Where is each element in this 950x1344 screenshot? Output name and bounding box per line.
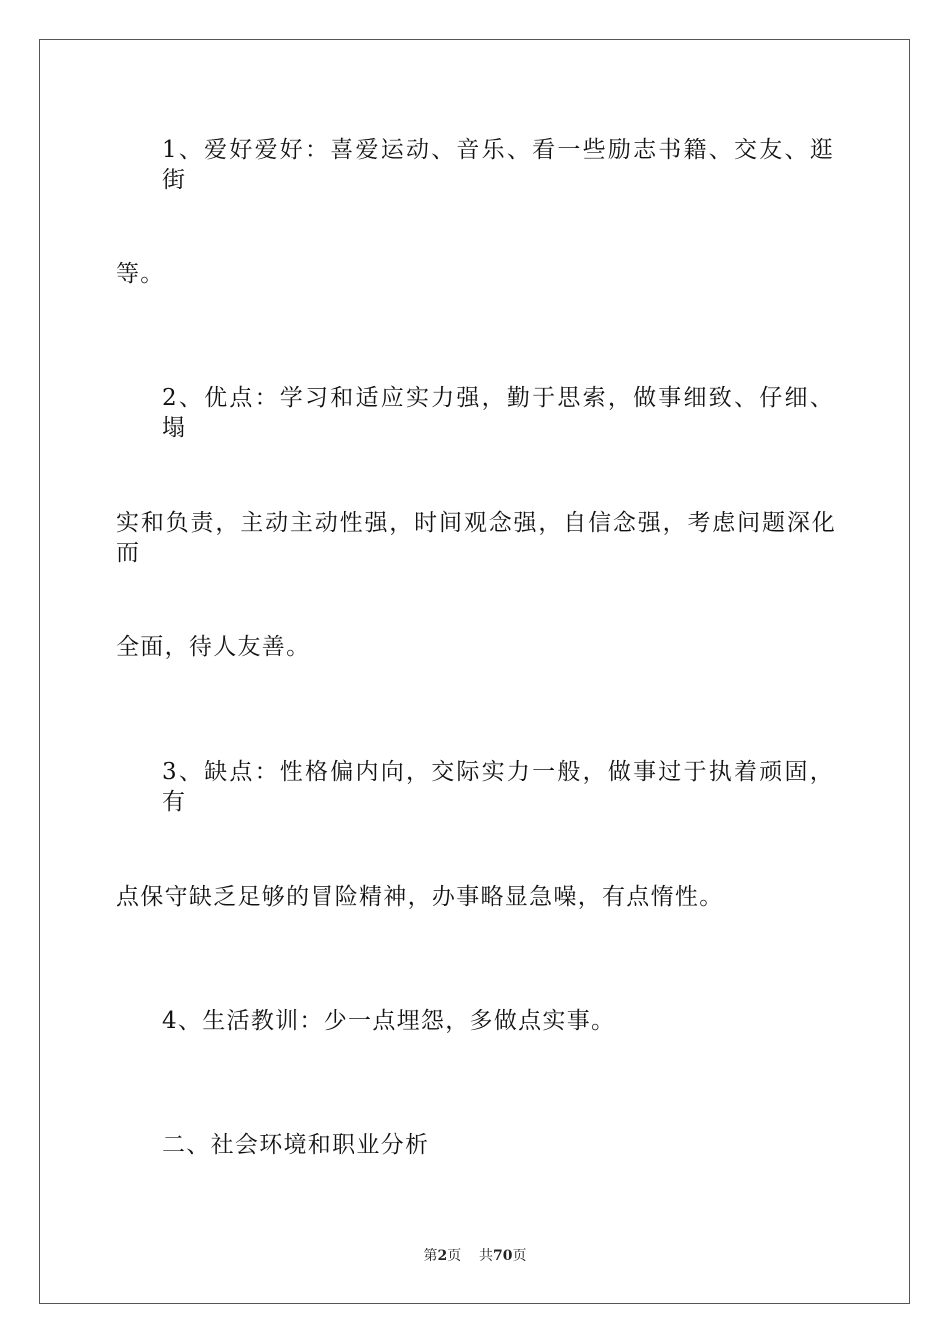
paragraph-line: 实和负责，主动主动性强，时间观念强，自信念强，考虑问题深化而 [116, 510, 836, 566]
page-footer [0, 1247, 950, 1265]
heading-line: 二、社会环境和职业分析 [162, 1132, 430, 1158]
footer-total-unit: 页 [512, 1248, 527, 1264]
footer-total-pages: 70 [493, 1248, 513, 1264]
paragraph-line: 全面，待人友善。 [116, 634, 311, 660]
paragraph-line: 3、缺点：性格偏内向，交际实力一般，做事过于执着顽固，有 [162, 759, 834, 815]
footer-page-number: 2 [437, 1248, 448, 1264]
footer-prefix: 第 [423, 1248, 438, 1264]
footer-total-prefix: 共 [479, 1248, 494, 1264]
paragraph-line: 2、优点：学习和适应实力强，勤于思索，做事细致、仔细、塌 [162, 385, 834, 441]
paragraph-line: 等。 [116, 261, 165, 287]
footer-page-unit: 页 [447, 1248, 462, 1264]
paragraph-line: 4、生活教训：少一点埋怨，多做点实事。 [162, 1008, 616, 1034]
paragraph-line: 点保守缺乏足够的冒险精神，办事略显急噪，有点惰性。 [116, 884, 724, 910]
paragraph-line: 1、爱好爱好：喜爱运动、音乐、看一些励志书籍、交友、逛街 [162, 137, 834, 193]
page-frame [39, 39, 910, 1304]
